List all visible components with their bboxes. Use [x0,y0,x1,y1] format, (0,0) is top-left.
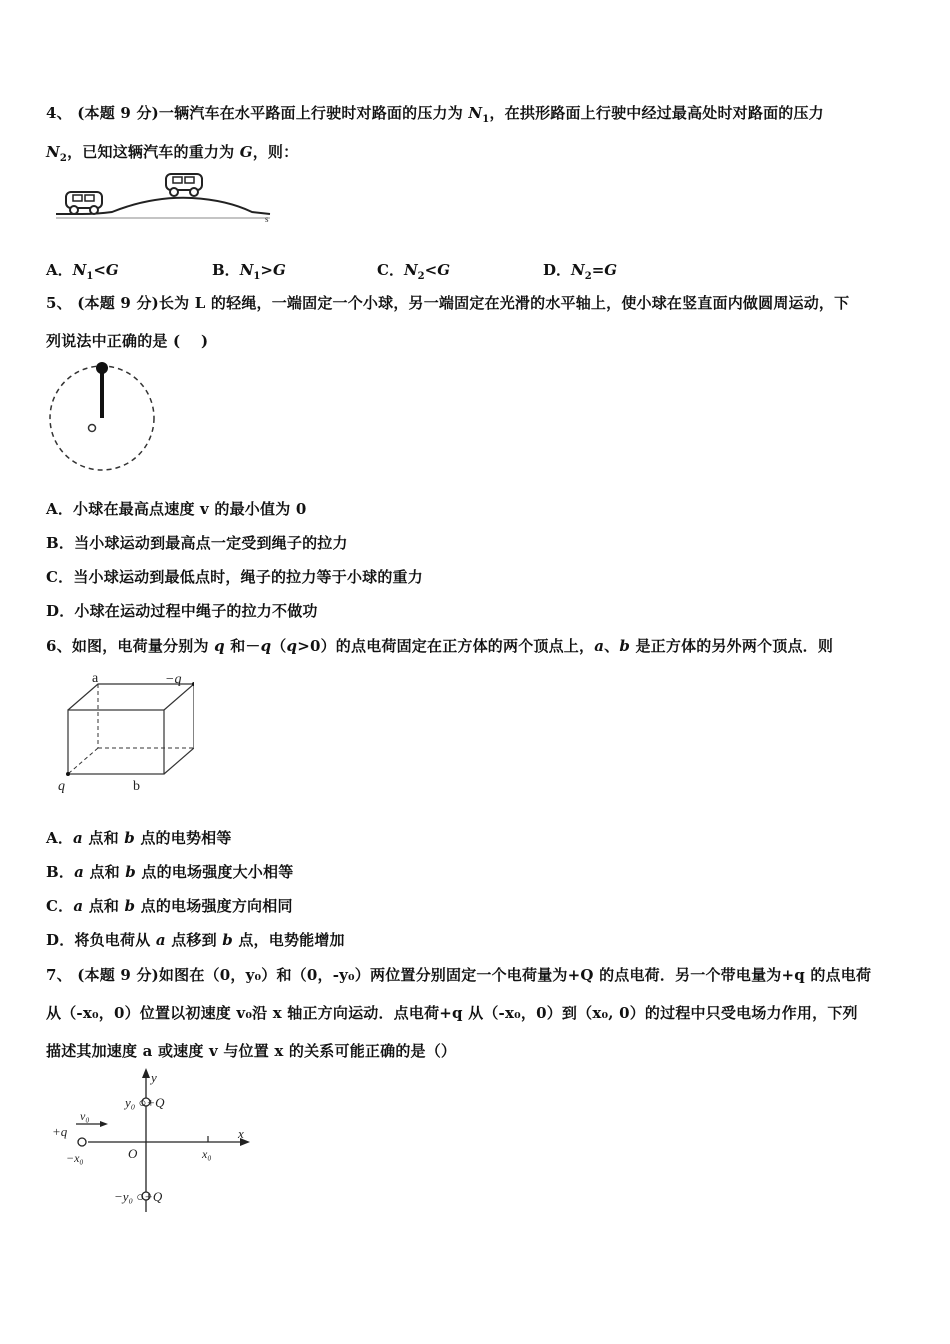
circle-motion-figure [46,360,158,474]
svg-text:y: y [151,1070,157,1085]
svg-text:v₀: v₀ [80,1109,90,1123]
svg-text:−q: −q [165,672,182,687]
svg-text:s: s [265,214,269,224]
q5-line1: 5、 (本题 9 分)长为 L 的轻绳，一端固定一个小球，另一端固定在光滑的水平轴上，使小球在竖直面内做圆周运动，下 [46,294,850,312]
ball-icon [96,362,108,374]
q6-option-a[interactable]: A．a 点和 b 点的电势相等 [46,829,232,847]
velocity-arrow-icon [100,1121,108,1127]
car-flat-icon [66,192,102,214]
y-arrow-icon [142,1068,150,1078]
q5-option-d[interactable]: D．小球在运动过程中绳子的拉力不做功 [46,602,318,620]
q5-option-a[interactable]: A．小球在最高点速度 v 的最小值为 0 [46,500,307,518]
q6-option-d[interactable]: D．将负电荷从 a 点移到 b 点，电势能增加 [46,931,345,949]
q5-line2: 列说法中正确的是 ( ) [46,332,209,350]
q4-option-c[interactable]: C．$N_2<G$ [377,261,451,282]
q6-option-b[interactable]: B．a 点和 b 点的电场强度大小相等 [46,863,294,881]
q6-option-c[interactable]: C．a 点和 b 点的电场强度方向相同 [46,897,293,915]
svg-text:−y₀ ○+Q: −y₀ ○+Q [114,1189,163,1204]
q5-option-b[interactable]: B．当小球运动到最高点一定受到绳子的拉力 [46,534,348,552]
svg-text:b: b [133,779,140,794]
coordinate-figure [48,1066,258,1218]
cube-figure [54,668,194,798]
q4-option-b[interactable]: B．$N_1>G$ [212,261,286,282]
svg-text:y₀ ○+Q: y₀ ○+Q [125,1095,165,1110]
q4-option-a[interactable]: A．$N_1<G$ [46,261,119,282]
q4-line1: 4、 (本题 9 分)一辆汽车在水平路面上行驶时对路面的压力为 $N_1$，在拱形路面上行驶中经过最高处时对路面的压力 [46,104,824,125]
svg-text:x: x [238,1126,244,1141]
svg-text:q: q [58,779,65,794]
axis-icon [89,425,96,432]
q4-option-d[interactable]: D．$N_2=G$ [543,261,618,282]
svg-text:O: O [128,1146,138,1161]
svg-text:a: a [92,671,99,686]
q5-option-c[interactable]: C．当小球运动到最低点时，绳子的拉力等于小球的重力 [46,568,423,586]
q7-line3: 描述其加速度 a 或速度 v 与位置 x 的关系可能正确的是（） [46,1042,457,1060]
svg-text:x₀: x₀ [202,1147,212,1161]
svg-text:−x₀: −x₀ [66,1151,84,1165]
svg-text:+q: +q [52,1124,68,1139]
q7-line2: 从（-x₀，0）位置以初速度 v₀沿 x 轴正方向运动．点电荷+q 从（-x₀，0）到（x₀, 0）的过程中只受电场力作用，下列 [46,1004,858,1022]
car-road-figure [52,168,278,226]
q4-line2: $N_2$，已知这辆汽车的重力为 G，则： [46,143,299,164]
car-hill-icon [166,174,202,196]
q6-line1: 6、如图，电荷量分别为 q 和－q（q>0）的点电荷固定在正方体的两个顶点上，a、b 是正方体的另外两个顶点．则 [46,637,834,655]
q7-line1: 7、 (本题 9 分)如图在（0，y₀）和（0，-y₀）两位置分别固定一个电荷量为+Q 的点电荷．另一个带电量为+q 的点电荷 [46,966,872,984]
